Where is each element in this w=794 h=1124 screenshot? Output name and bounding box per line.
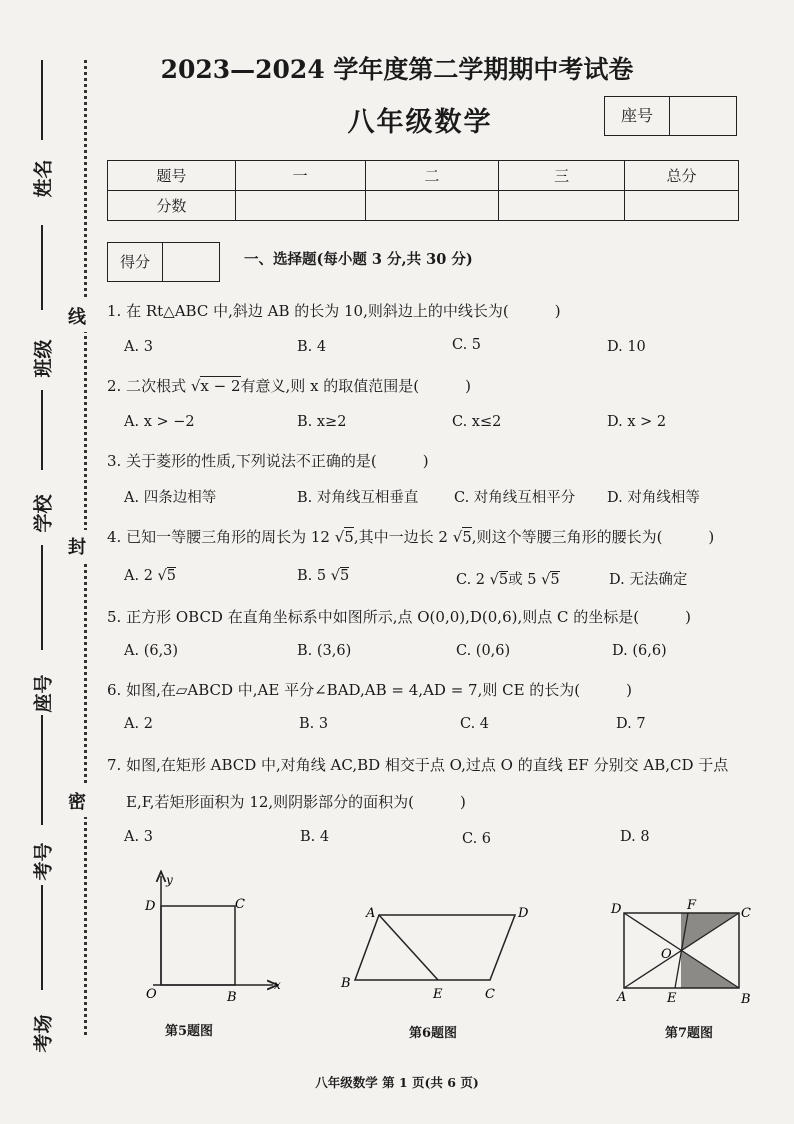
label-a: A [617,990,627,1005]
label-e: E [667,991,677,1006]
figure-5-square-coordinates [135,870,285,1010]
label-f: F [687,898,697,913]
section-heading: 一、选择题(每小题 3 分,共 30 分) [244,251,473,268]
option-a: A. x > −2 [124,414,195,430]
option-a: A. 2 [124,716,153,732]
sqrt-symbol: √ [452,528,463,546]
side-label-seat: 座号 [32,674,55,713]
radicand: 5 [344,528,354,546]
score-table [107,160,739,221]
score-input-cell[interactable] [365,191,499,221]
label-o: O [661,947,672,962]
seal-char-seal: 封 [66,530,88,562]
option-c: C. 4 [460,716,490,732]
side-line [41,715,43,825]
paren-close: ) [554,302,561,320]
question-stem: 7. 如图,在矩形 ABCD 中,对角线 AC,BD 相交于点 O,过点 O 的直线 EF 分别交 AB,CD 于点 [107,756,729,774]
label-d: D [145,899,156,914]
question-7 [107,754,728,775]
question-stem: E,F,若矩形面积为 12,则阴影部分的面积为( [126,793,415,811]
seal-char-secret: 密 [66,785,88,817]
score-table-cell: 三 [499,161,625,191]
option-b: B. (3,6) [297,643,352,659]
option-d: D. 10 [607,339,646,355]
figure-7-caption: 第7题图 [665,1026,714,1041]
label-x: x [274,978,281,992]
paren-close: ) [626,681,633,699]
score-table-score-row [108,191,739,221]
option-c: C. 5 [452,337,482,353]
side-label-class: 班级 [32,339,55,378]
option-d: D. x > 2 [607,414,667,430]
side-label-name: 姓名 [32,159,55,198]
score-input-cell[interactable] [499,191,625,221]
score-input-cell[interactable] [625,191,739,221]
paren-close: ) [685,608,691,626]
section-score-label: 得分 [108,243,163,281]
score-table-cell: 二 [365,161,499,191]
radicand: x − 2 [200,377,241,395]
label-b: B [227,990,237,1005]
score-table-cell: 总分 [625,161,739,191]
option-b: B. 3 [299,716,329,732]
option-d: D. 7 [616,716,646,732]
option-a: A. 3 [124,339,153,355]
option-b: B. x≥2 [297,414,347,430]
label-b: B [341,976,351,991]
sqrt-symbol: √ [190,377,201,395]
seal-char-line: 线 [66,300,88,332]
label-b: B [741,992,751,1007]
sqrt-symbol: √ [334,528,345,546]
figure-6-caption: 第6题图 [409,1026,458,1041]
question-stem: 2. 二次根式 [107,377,191,395]
section-score-field[interactable] [163,243,219,281]
label-c: C [235,897,245,912]
question-stem: 有意义,则 x 的取值范围是( [240,377,420,395]
seat-number-box [604,96,737,136]
side-line [41,545,43,650]
option-d: D. 无法确定 [609,572,688,588]
option-a: A. 3 [124,829,153,845]
score-table-cell: 分数 [108,191,236,221]
paren-close: ) [465,377,472,395]
radicand: 5 [462,528,472,546]
question-stem: 1. 在 Rt△ABC 中,斜边 AB 的长为 10,则斜边上的中线长为( [107,302,509,320]
option-b: B. 4 [297,339,327,355]
paren-close: ) [708,528,715,546]
seat-number-field[interactable] [670,97,736,135]
label-e: E [433,987,443,1002]
square-obcd [161,906,235,985]
option-d: D. (6,6) [612,643,667,659]
option-b: B. 5 √5 [297,568,350,584]
label-a: A [366,906,376,921]
option-b: B. 对角线互相垂直 [297,490,419,506]
option-a: A. 2 √5 [124,568,177,584]
paren-close: ) [460,793,466,811]
side-line [41,885,43,990]
question-stem: 4. 已知一等腰三角形的周长为 12 [107,528,335,546]
section-score-box [107,242,220,282]
parallelogram-abcd [355,915,515,980]
question-stem: 5. 正方形 OBCD 在直角坐标系中如图所示,点 O(0,0),D(0,6),则点 C 的坐标是( [107,608,640,626]
question-6 [107,679,632,700]
question-2 [107,375,471,396]
score-input-cell[interactable] [235,191,365,221]
side-label-school: 学校 [32,494,55,533]
question-stem: ,其中一边长 2 [353,528,453,546]
option-c: C. x≤2 [452,414,502,430]
question-5 [107,606,691,627]
question-3 [107,450,429,471]
score-table-cell: 一 [235,161,365,191]
side-label-exam-room: 考场 [32,1014,55,1053]
exam-title: 2023—2024 学年度第二学期期中考试卷 [160,55,634,84]
option-c: C. 对角线互相平分 [454,490,576,506]
option-c: C. 2 √5或 5 √5 [456,572,560,588]
option-d: D. 对角线相等 [607,490,700,506]
side-line [41,225,43,310]
option-d: D. 8 [620,829,650,845]
seat-number-label: 座号 [605,97,670,135]
score-table-cell: 题号 [108,161,236,191]
paren-close: ) [422,452,429,470]
question-stem: 3. 关于菱形的性质,下列说法不正确的是( [107,452,377,470]
label-c: C [485,987,495,1002]
question-4 [107,526,714,547]
side-line [41,390,43,470]
figure-7-rectangle [605,893,765,1018]
label-c: C [741,906,751,921]
option-a: A. 四条边相等 [124,490,217,506]
figure-6-parallelogram [335,895,545,1010]
page-footer: 八年级数学 第 1 页(共 6 页) [315,1075,479,1090]
option-a: A. (6,3) [124,643,179,659]
option-c: C. 6 [462,831,492,847]
option-b: B. 4 [300,829,330,845]
segment-ae [379,915,438,980]
side-label-exam-number: 考号 [32,842,55,881]
question-stem: 6. 如图,在▱ABCD 中,AE 平分∠BAD,AB = 4,AD = 7,则 CE 的长为( [107,681,581,699]
score-table-header-row [108,161,739,191]
label-d: D [518,906,529,921]
label-o: O [146,987,157,1002]
question-1 [107,300,561,321]
figure-5-caption: 第5题图 [165,1024,214,1039]
subject-title: 八年级数学 [347,107,493,138]
label-y: y [166,873,173,887]
label-d: D [611,902,622,917]
option-c: C. (0,6) [456,643,511,659]
question-stem: ,则这个等腰三角形的腰长为( [471,528,663,546]
question-7-continued [126,791,466,812]
